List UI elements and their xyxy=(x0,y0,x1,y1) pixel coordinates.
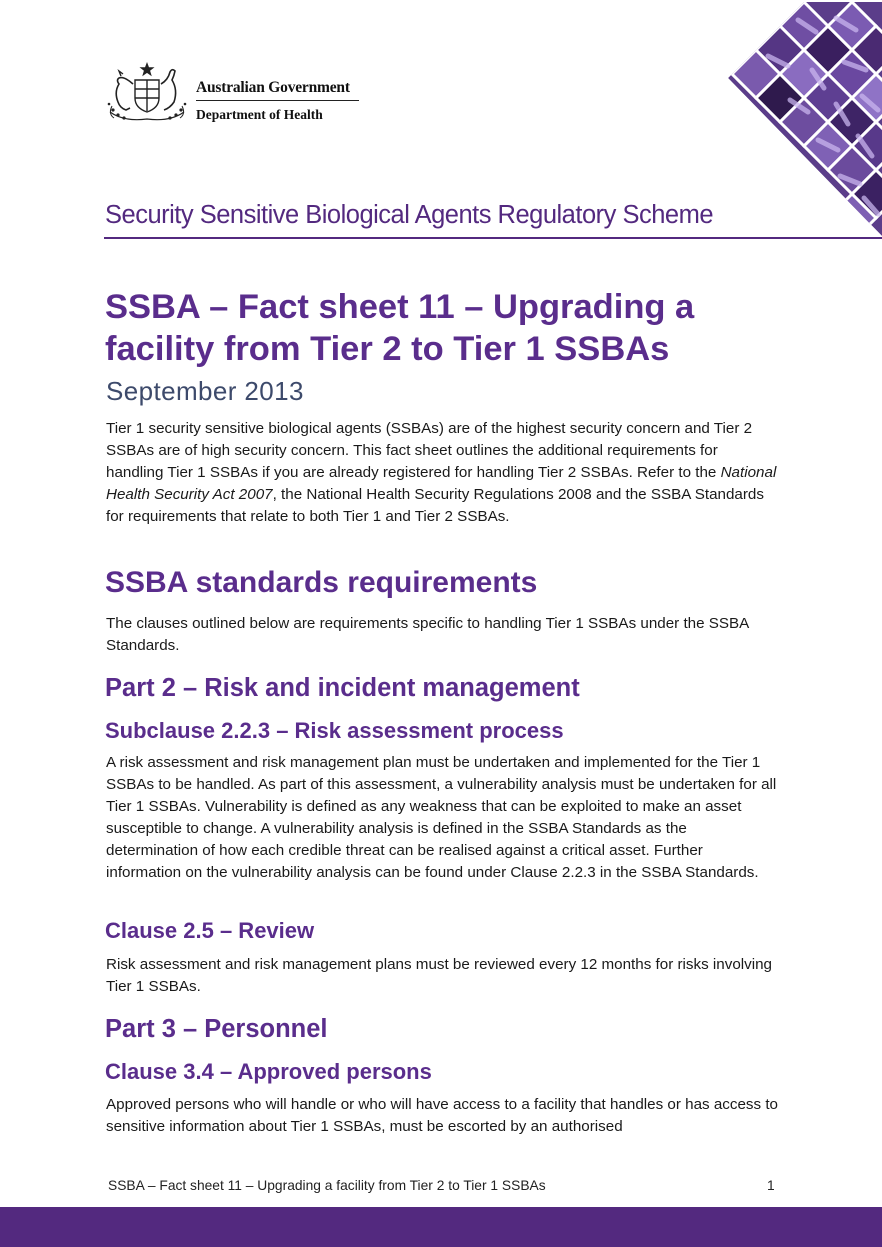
scheme-title: Security Sensitive Biological Agents Regulatory Scheme xyxy=(105,201,713,229)
subclause-223-heading: Subclause 2.2.3 – Risk assessment process xyxy=(105,718,564,743)
intro-text-start: Tier 1 security sensitive biological agents (SSBAs) are of the highest security concern and Tier 2 SSBAs are of high security concern. This fact sheet outlines the additional requirements for handling Tier 1 SSBAs if you are already registered for handling Tier 2 SSBAs. Refer to the xyxy=(106,420,753,481)
corner-decoration xyxy=(728,0,882,240)
part2-heading: Part 2 – Risk and incident management xyxy=(105,674,580,702)
footer-document-title: SSBA – Fact sheet 11 – Upgrading a facility from Tier 2 to Tier 1 SSBAs xyxy=(108,1178,546,1193)
coat-of-arms-icon xyxy=(104,62,190,126)
clause-34-heading: Clause 3.4 – Approved persons xyxy=(105,1059,432,1084)
government-logo-text xyxy=(196,79,359,123)
part3-heading: Part 3 – Personnel xyxy=(105,1015,328,1043)
logo-divider xyxy=(196,100,359,101)
section-intro-paragraph: The clauses outlined below are requirements specific to handling Tier 1 SSBAs under the SSBA Standards. xyxy=(106,615,749,654)
footer-bar xyxy=(0,1207,882,1247)
clause-25-paragraph: Risk assessment and risk management plans must be reviewed every 12 months for risks involving Tier 1 SSBAs. xyxy=(106,956,773,995)
document-date: September 2013 xyxy=(106,376,304,406)
intro-paragraph xyxy=(106,418,778,528)
section-heading: SSBA standards requirements xyxy=(105,566,538,599)
header-divider xyxy=(104,237,882,239)
clause-34-paragraph: Approved persons who will handle or who will have access to a facility that handles or has access to sensitive information about Tier 1 SSBAs, must be escorted by an authorised xyxy=(106,1096,778,1135)
subclause-223-paragraph: A risk assessment and risk management plan must be undertaken and implemented for the Tier 1 SSBAs to be handled. As part of this assessment, a vulnerability analysis must be undertaken for all Tier 1 SSBAs. Vulnerability is defined as any weakness that can be exploited to make an asset susceptible to change. A vulnerability analysis is defined in the SSBA Standards as the determination of how each credible threat can be realised against a critical asset. Further information on the vulnerability analysis can be found under Clause 2.2.3 in the SSBA Standards. xyxy=(106,754,777,881)
act-title: National Health Security Act 2007 xyxy=(106,464,777,503)
document-title: SSBA – Fact sheet 11 – Upgrading a facility from Tier 2 to Tier 1 SSBAs xyxy=(105,288,695,368)
logo-government-name: Australian Government xyxy=(196,79,350,96)
logo-department-name: Department of Health xyxy=(196,107,323,123)
page-number: 1 xyxy=(767,1178,775,1193)
clause-25-heading: Clause 2.5 – Review xyxy=(105,918,315,943)
intro-text-end: , the National Health Security Regulations 2008 and the SSBA Standards for requirements that relate to both Tier 1 and Tier 2 SSBAs. xyxy=(106,486,764,525)
